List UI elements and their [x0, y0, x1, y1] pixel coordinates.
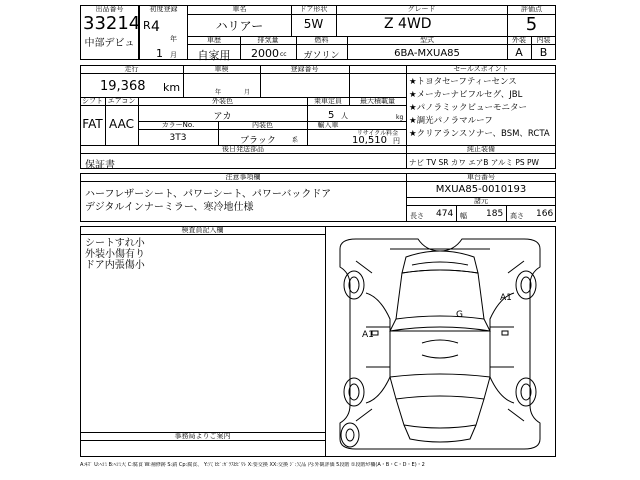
lot-label: 出品番号 [95, 5, 124, 13]
capacity-unit: 人 [341, 112, 348, 120]
first-reg-label: 初度登録 [149, 5, 178, 13]
inspection-label: 車検 [214, 65, 229, 73]
score-value: 5 [525, 14, 538, 35]
fuel-label: 燃料 [314, 36, 329, 44]
first-reg-year-unit: 年 [170, 35, 177, 43]
notes-line: ハーフレザーシート、パワーシート、パワーバックドア [85, 189, 332, 200]
int-color-label: 内装色 [252, 121, 273, 129]
lot-number: 33214 [83, 13, 141, 34]
first-reg-era: R [143, 19, 151, 32]
sales-point-item: ★クリアランスソナー、BSM、RCTA [409, 129, 550, 139]
sales-point-item: ★トヨタセーフティーセンス [409, 77, 517, 87]
chassis-label: 車台番号 [467, 173, 495, 181]
genuine-equip-value: ナビ TV SR カワ エアB アルミ PS PW [409, 158, 539, 167]
ac-value: AAC [109, 117, 134, 131]
length-value: 474 [436, 209, 454, 219]
first-reg-month: 1 [156, 47, 163, 60]
first-reg-month-unit: 月 [170, 51, 177, 59]
mid-debut-label: 中部デビュ [84, 38, 135, 49]
import-label: 輸入車 [317, 121, 339, 129]
load-unit: kg [396, 114, 404, 121]
grade-value: Z 4WD [384, 16, 432, 32]
exterior-grade: A [515, 46, 523, 59]
height-value: 166 [536, 209, 554, 219]
car-diagram [326, 227, 555, 456]
door-label: ドア形状 [299, 5, 328, 13]
usage-value: 自家用 [197, 49, 231, 62]
inspection-year-unit: 年 [215, 89, 222, 96]
inspection-month-unit: 月 [244, 89, 251, 96]
displacement-unit: cc [280, 51, 287, 58]
length-label: 長さ [410, 212, 424, 220]
color-no-value: 3T3 [169, 133, 187, 143]
model-code-label: 型式 [420, 36, 434, 44]
interior-grade: B [539, 46, 548, 59]
first-reg-year: 4 [151, 19, 160, 35]
recycle-value: 10,510 [352, 135, 387, 146]
height-label: 高さ [510, 212, 524, 220]
damage-mark-left: A1 [362, 330, 374, 340]
usage-label: 車歴 [207, 36, 221, 44]
inspector-label: 検査員記入欄 [181, 226, 224, 234]
grade-label: グレード [407, 5, 436, 13]
door-type: 5W [303, 17, 324, 31]
notes-label: 注意事項欄 [225, 173, 261, 181]
fuel-value: ガソリン [303, 51, 340, 61]
sales-point-item: ★メーカーナビフルセグ、JBL [409, 90, 523, 100]
int-color-value: ブラック [240, 136, 276, 146]
recycle-unit: 円 [393, 137, 400, 145]
score-label: 評価点 [521, 5, 542, 13]
displacement-label: 排気量 [257, 36, 279, 44]
displacement-value: 2000 [251, 47, 279, 60]
transmission-label: シフト [82, 97, 103, 105]
capacity-label: 乗車定員 [314, 97, 342, 105]
width-value: 185 [486, 209, 504, 219]
model-code-value: 6BA-MXUA85 [394, 48, 460, 59]
post-parts-label: 後日発送部品 [222, 145, 264, 153]
inspector-line: ドア内張傷小 [85, 260, 145, 271]
chassis-value: MXUA85-0010193 [435, 184, 527, 195]
damage-legend: A:ｷｽﾞ U:ﾍｺﾐ B:ﾍｺﾐ大 C:腐食 W:補修跡 S:錆 Cp:腐食、 Y:穴 ﾋﾋﾞ:ｶﾞﾗｽﾋﾋﾞﾜﾚ X:要交換 XX:交換 ｼﾞ:欠品 内:外観評価 5段階 ①段階ｶｸ欄(A・B・C・D・E)・2 [80, 462, 425, 468]
recycle-label: リサイクル料金 [356, 130, 399, 137]
exterior-label: 外装 [512, 36, 526, 44]
sales-points-list [409, 76, 550, 141]
sales-points-label: セールスポイント [453, 65, 509, 73]
damage-mark-rear-right: A1 [500, 293, 512, 303]
sales-point-item: ★調光パノラマルーフ [409, 116, 493, 126]
mileage-label: 走行 [124, 65, 139, 73]
mileage-value: 19,368 [100, 79, 146, 94]
sales-point-item: ★パノラミックビューモニター [409, 103, 527, 113]
width-label: 幅 [460, 212, 467, 220]
office-label: 事務局よりご案内 [174, 432, 231, 440]
mileage-unit: km [163, 81, 181, 94]
reg-extra-label [349, 65, 406, 74]
load-label: 最大積載量 [360, 97, 395, 105]
inspector-line: シートすれ小 [85, 238, 145, 249]
capacity-value: 5 [328, 110, 335, 121]
inspector-line: 外装小傷有り [85, 249, 145, 260]
car-name-label: 車名 [232, 5, 247, 13]
notes-line: デジタルインナーミラー、寒冷地仕様 [85, 202, 254, 213]
ac-label: エアコン [107, 97, 136, 105]
dims-label: 諸元 [474, 197, 488, 205]
color-label: 外装色 [212, 97, 233, 105]
int-color-unit: 系 [292, 137, 299, 144]
interior-label: 内装 [536, 36, 551, 44]
post-parts-value: 保証書 [85, 160, 115, 171]
transmission-value: FAT [82, 117, 103, 131]
damage-mark-roof: G [456, 310, 463, 320]
car-name: ハリアー [215, 19, 264, 33]
color-no-label: カラーNo. [161, 121, 195, 129]
color-value: アカ [213, 112, 232, 122]
reg-no-label: 登録番号 [290, 65, 319, 73]
genuine-equip-label: 純正装備 [467, 145, 495, 153]
